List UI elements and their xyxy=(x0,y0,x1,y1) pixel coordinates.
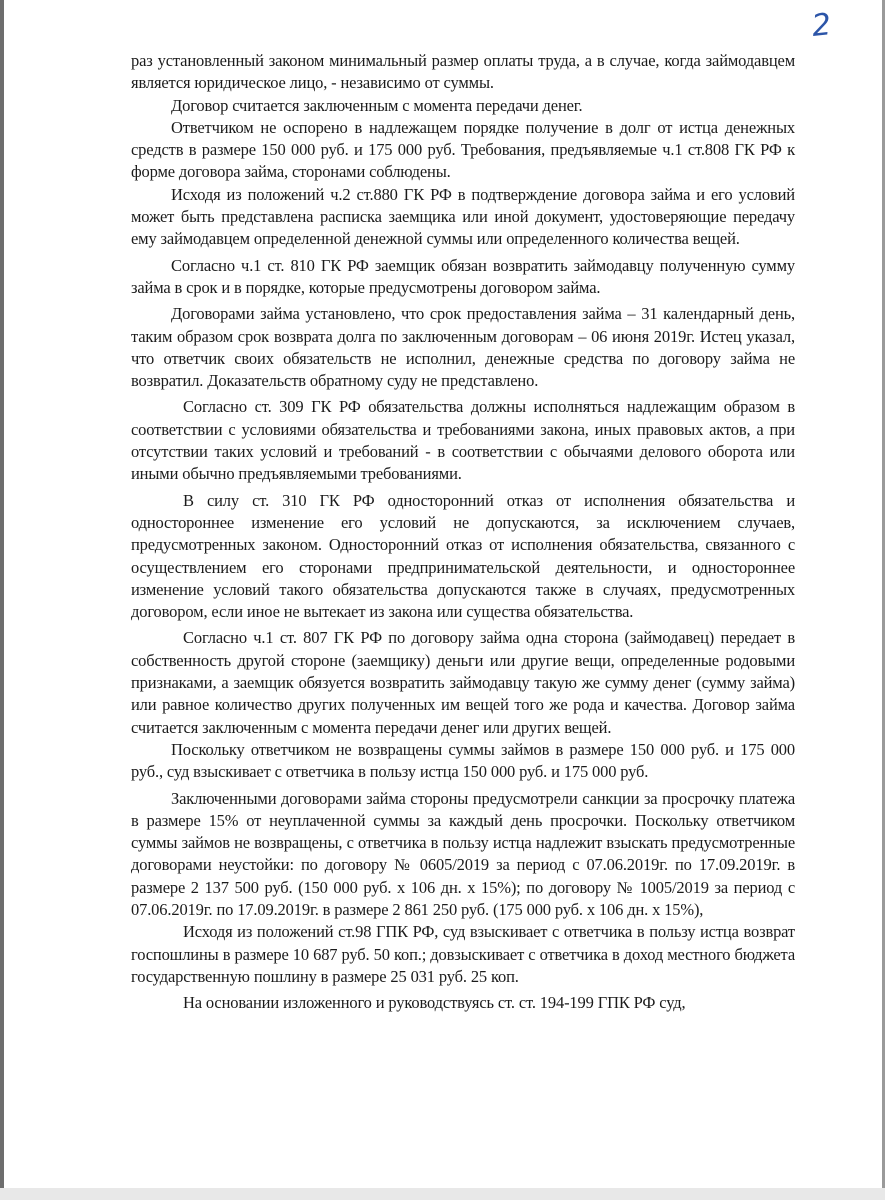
paragraph-not-disputed: Ответчиком не оспорено в надлежащем порядке получение в долг от истца денежных средств в размере 150 000 руб. и 175 000 руб. Требования, предъявляемые ч.1 ст.808 ГК РФ к форме договора займа, сторонами соблюдены. xyxy=(131,117,795,182)
paragraph-court-basis: На основании изложенного и руководствуясь ст. ст. 194-199 ГПК РФ суд, xyxy=(183,993,686,1013)
paragraph-contract-concluded: Договор считается заключенным с момента передачи денег. xyxy=(171,95,583,115)
paragraph-penalties: Заключенными договорами займа стороны предусмотрели санкции за просрочку платежа в размере 15% от неуплаченной суммы за каждый день просрочки. Поскольку ответчиком суммы займов не возвращены, с ответчика в пользу истца надлежит взыскать предусмотренные договорами неустойки: по договору № 0605/2019 за период с 07.06.2019г. по 17.09.2019г. в размере 2 137 500 руб. (150 000 руб. х 106 дн. х 15%); по договору № 1005/2019 за период с 07.06.2019г. по 17.09.2019г. в размере 2 861 250 руб. (175 000 руб. х 106 дн. х 15%), xyxy=(131,788,795,919)
paragraph-article-309: Согласно ст. 309 ГК РФ обязательства должны исполняться надлежащим образом в соответствии с условиями обязательства и требованиями закона, иных правовых актов, а при отсутствии таких условий и требований - в соответствии с обычаями делового оборота или иными обычно предъявляемыми требованиями. xyxy=(131,397,795,484)
paragraph-loan-term: Договорами займа установлено, что срок предоставления займа – 31 календарный день, таким образом срок возврата долга по заключенным договорам – 06 июня 2019г. Истец указал, что ответчик своих обязательств не исполнил, денежные средства по договору займа не возвратил. Доказательств обратному суду не представлено. xyxy=(131,304,795,391)
paragraph-sums-not-returned: Поскольку ответчиком не возвращены суммы займов в размере 150 000 руб. и 175 000 руб., суд взыскивает с ответчика в пользу истца 150 000 руб. и 175 000 руб. xyxy=(131,739,795,782)
scan-left-edge xyxy=(0,0,4,1200)
paragraph-article-310: В силу ст. 310 ГК РФ односторонний отказ от исполнения обязательства и одностороннее изменение его условий не допускаются, за исключением случаев, предусмотренных законом. Односторонний отказ от исполнения обязательства, связанного с осуществлением его сторонами предпринимательской деятельности, и одностороннее изменение условий такого обязательства допускаются также в случаях, предусмотренных договором, если иное не вытекает из закона или существа обязательства. xyxy=(131,490,795,622)
paragraph-article-880: Исходя из положений ч.2 ст.880 ГК РФ в подтверждение договора займа и его условий может быть представлена расписка заемщика или иной документ, удостоверяющие передачу ему займодавцем определенной денежной суммы или определенного количества вещей. xyxy=(131,184,795,249)
paragraph-article-807: Согласно ч.1 ст. 807 ГК РФ по договору займа одна сторона (займодавец) передает в собственность другой стороне (заемщику) деньги или другие вещи, определенные родовыми признаками, а заемщик обязуется возвратить займодавцу такую же сумму денег (сумму займа) или равное количество других полученных им вещей того же рода и качества. Договор займа считается заключенным с момента передачи денег или других вещей. xyxy=(131,628,795,737)
handwritten-page-number: 2 xyxy=(810,7,833,44)
document-body xyxy=(131,50,795,1014)
scan-bottom-edge xyxy=(0,1188,885,1200)
paragraph-article-810: Согласно ч.1 ст. 810 ГК РФ заемщик обязан возвратить займодавцу полученную сумму займа в срок и в порядке, которые предусмотрены договором займа. xyxy=(131,255,795,297)
paragraph-continuation: раз установленный законом минимальный размер оплаты труда, а в случае, когда займодавцем является юридическое лицо, - независимо от суммы. xyxy=(131,51,795,93)
paragraph-state-duty: Исходя из положений ст.98 ГПК РФ, суд взыскивает с ответчика в пользу истца возврат госпошлины в размере 10 687 руб. 50 коп.; довзыскивает с ответчика в доход местного бюджета государственную пошлину в размере 25 031 руб. 25 коп. xyxy=(131,922,795,986)
